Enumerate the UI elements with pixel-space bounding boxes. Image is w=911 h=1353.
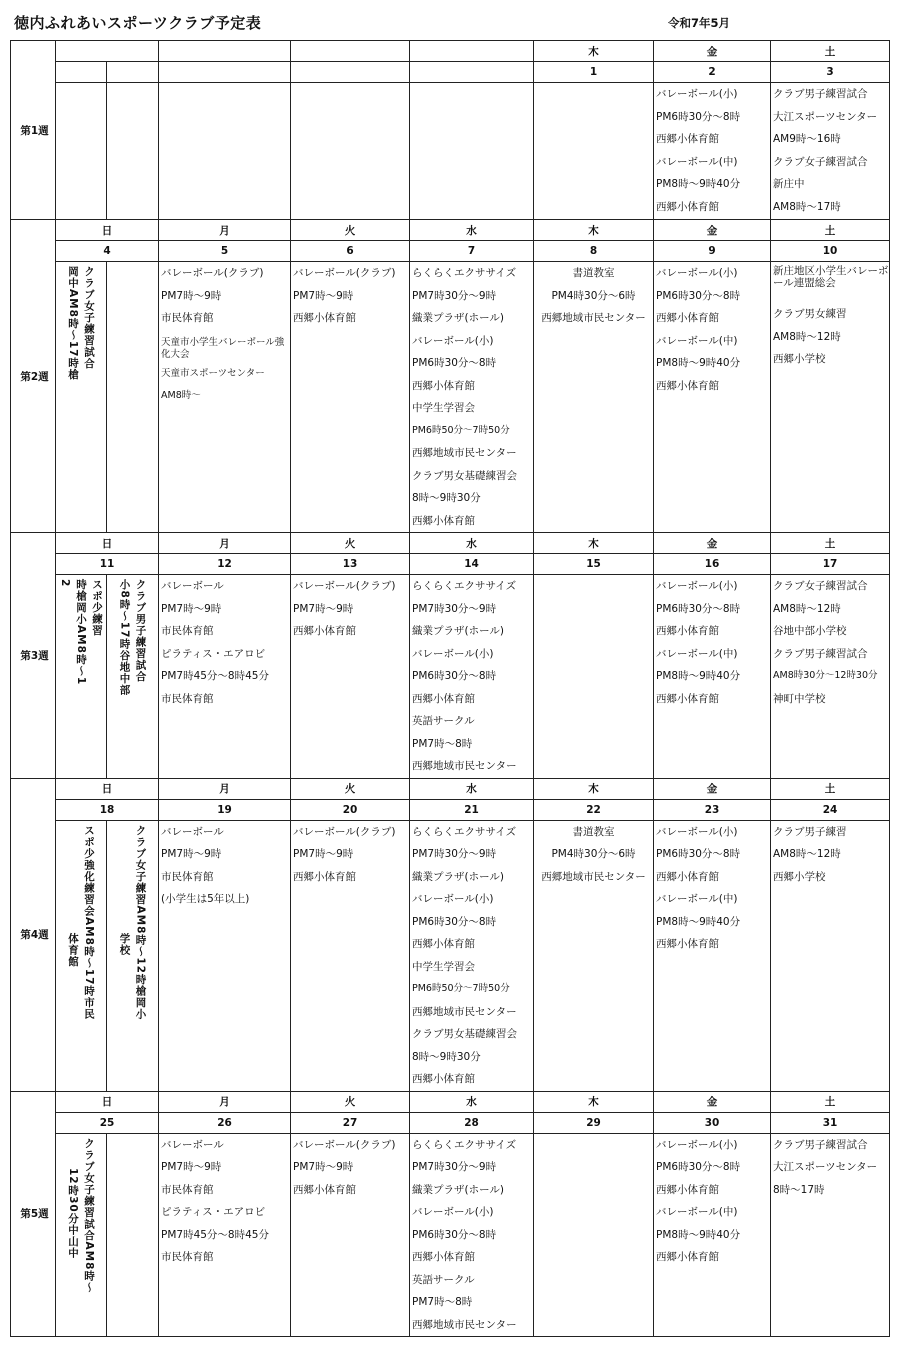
date-cell: 5 [159,241,291,262]
event-line: AM8時～ [161,390,201,401]
event-line: バレーボール(小) [412,334,494,347]
event-line: 8時～9時30分 [412,492,481,504]
vertical-text-col: クラブ女子練習試合 [83,266,95,370]
date-cell: 19 [159,799,291,820]
day-header: 土 [771,41,890,62]
date-cell: 8 [534,241,654,262]
event-line: 西郷地域市民センター [412,1005,517,1018]
tuesday-cell [291,575,410,779]
event-line: AM8時30分～12時30分 [773,670,878,681]
event-line: 西郷小体育館 [412,379,475,392]
sunday-cell-a [56,83,107,220]
day-header: 金 [654,533,771,554]
week5-label: 第5週 [11,1091,56,1337]
event-line: バレーボール(小) [412,1206,494,1218]
week1-content-row [11,83,890,220]
monday-cell [159,575,291,779]
event-line: 西郷地域市民センター [541,870,646,883]
date-cell: 7 [410,241,534,262]
event-line: PM6時50分～7時50分 [412,424,510,436]
week2-label: 第2週 [11,220,56,533]
saturday-cell [771,1133,890,1337]
event-line: クラブ男女基礎練習会 [412,469,517,482]
day-header: 月 [159,220,291,241]
monday-cell [159,1133,291,1337]
event-line: AM8時～12時 [773,848,841,860]
event-line: PM6時30分～8時 [656,289,741,302]
event-line: らくらくエクササイズ [412,267,517,279]
vertical-text-col: 12時30分中山中 [67,1167,79,1259]
saturday-cell [771,575,890,779]
event-line: 8時～17時 [773,1183,825,1196]
tuesday-cell [291,262,410,533]
event-line: クラブ男女練習 [773,308,847,320]
event-line: 西郷小体育館 [656,133,719,145]
date-cell: 16 [654,554,771,575]
sunday-cell-a [56,1133,107,1337]
saturday-cell [771,262,890,533]
day-header [159,41,291,62]
event-line: PM7時～9時 [161,848,222,860]
event-line: 市民体育館 [161,1183,214,1196]
event-line: バレーボール [161,825,224,838]
event-line: PM7時45分～8時45分 [161,670,269,682]
event-line: 市民体育館 [161,625,214,637]
date-cell [107,62,159,83]
event-line: バレーボール [161,1138,224,1151]
event-line: PM8時～9時40分 [656,915,741,928]
event-line: バレーボール(小) [656,267,738,279]
event-line: 英語サークル [412,1273,475,1286]
event-line: バレーボール(中) [656,155,738,168]
day-header: 水 [410,1091,534,1112]
friday-cell [654,575,771,779]
event-line: AM9時～16時 [773,133,841,145]
day-header: 月 [159,778,291,799]
week1-day-row [11,41,890,62]
event-line: 西郷小体育館 [412,938,475,950]
day-header: 日 [56,533,159,554]
friday-cell [654,262,771,533]
date-cell: 18 [56,799,159,820]
event-line: PM7時～8時 [412,1296,473,1308]
day-header: 火 [291,778,410,799]
event-line: クラブ女子練習試合 [773,155,868,168]
date-cell: 28 [410,1112,534,1133]
event-line: AM8時～12時 [773,602,841,615]
event-line: 織業プラザ(ホール) [412,1183,504,1196]
event-line: 西郷小体育館 [412,1073,475,1085]
day-header: 木 [534,778,654,799]
date-cell: 15 [534,554,654,575]
event-line: PM8時～9時40分 [656,1228,741,1241]
date-cell: 24 [771,799,890,820]
event-line: PM7時～9時 [293,1161,354,1173]
monday-cell [159,820,291,1091]
event-line: 西郷小学校 [773,870,826,883]
event-line: 西郷地域市民センター [412,1318,517,1331]
event-line: PM7時～8時 [412,737,473,750]
day-header [56,41,159,62]
event-line: PM6時30分～8時 [412,357,497,369]
vertical-text [56,575,106,685]
date-cell: 6 [291,241,410,262]
wednesday-cell [410,262,534,533]
date-cell: 4 [56,241,159,262]
date-cell: 30 [654,1112,771,1133]
sunday-cell-a [56,262,107,533]
event-line: 西郷小体育館 [412,514,475,527]
sunday-cell-a [56,820,107,1091]
day-header: 金 [654,1091,771,1112]
vertical-text [56,821,106,1020]
date-cell: 9 [654,241,771,262]
event-line: 西郷小体育館 [656,870,719,883]
event-line: 西郷小体育館 [656,312,719,324]
day-header: 木 [534,1091,654,1112]
event-line: 西郷小体育館 [412,1251,475,1263]
week3-date-row [11,554,890,575]
day-header: 土 [771,533,890,554]
event-line: 書道教室 [572,825,615,838]
event-line: 市民体育館 [161,312,214,324]
event-line: 西郷地域市民センター [412,760,517,772]
tuesday-cell [291,820,410,1091]
vertical-text-col: スポ少練習 [91,579,103,637]
event-line: PM7時30分～9時 [412,848,497,860]
week5-date-row [11,1112,890,1133]
date-cell: 23 [654,799,771,820]
date-cell: 29 [534,1112,654,1133]
event-line: (小学生は5年以上) [161,893,250,905]
week2-date-row [11,241,890,262]
event-line: バレーボール(クラブ) [161,267,264,279]
event-line: 織業プラザ(ホール) [412,870,504,883]
event-line: バレーボール(小) [656,825,738,838]
sunday-cell-a [56,575,107,779]
event-line: バレーボール(クラブ) [293,1138,396,1151]
friday-cell [654,820,771,1091]
date-cell [159,62,291,83]
event-line: PM7時30分～9時 [412,1161,497,1173]
date-cell: 21 [410,799,534,820]
day-header: 火 [291,220,410,241]
event-line: 西郷小体育館 [293,625,356,637]
day-header: 日 [56,220,159,241]
event-line: バレーボール(中) [656,1206,738,1218]
vertical-text-col: クラブ女子練習AM8時～12時槍岡小 [134,824,147,1020]
event-line: PM7時～9時 [161,1161,222,1173]
day-header: 水 [410,778,534,799]
event-line: PM7時～9時 [161,289,222,302]
week3-day-row [11,533,890,554]
event-line: らくらくエクササイズ [412,825,517,838]
vertical-text [56,262,106,381]
day-header: 土 [771,778,890,799]
event-line: クラブ男女基礎練習会 [412,1028,517,1040]
event-line: 中学生学習会 [412,402,475,414]
event-line: 西郷小体育館 [293,312,356,324]
event-line: PM6時30分～8時 [412,915,497,928]
event-line: バレーボール(クラブ) [293,825,396,838]
sunday-cell-b [107,575,159,779]
event-line: PM6時30分～8時 [412,670,497,682]
day-header: 火 [291,533,410,554]
event-line: 天童市スポーツセンター [161,367,265,379]
event-line: PM8時～9時40分 [656,670,741,682]
event-line: 西郷小体育館 [656,379,719,392]
event-line: 西郷小体育館 [293,1183,356,1196]
event-line: バレーボール(小) [412,647,494,660]
wednesday-cell [410,1133,534,1337]
event-line: PM6時50分～7時50分 [412,983,510,994]
day-header: 月 [159,533,291,554]
week5-content-row [11,1133,890,1337]
date-cell: 10 [771,241,890,262]
vertical-text-col: 2 [59,579,71,588]
event-line: クラブ男子練習 [773,825,847,838]
week2-day-row [11,220,890,241]
event-line: PM6時30分～8時 [656,848,741,860]
date-cell: 11 [56,554,159,575]
event-line: PM8時～9時40分 [656,178,741,190]
day-header: 木 [534,220,654,241]
event-line: らくらくエクササイズ [412,1138,517,1151]
event-line: 西郷小体育館 [656,200,719,213]
event-line: PM7時～9時 [293,848,354,860]
thursday-cell [534,820,654,1091]
event-line: 織業プラザ(ホール) [412,625,504,637]
day-header: 月 [159,1091,291,1112]
tuesday-cell [291,83,410,220]
thursday-cell [534,262,654,533]
sunday-cell-b [107,83,159,220]
date-cell: 3 [771,62,890,83]
event-line: クラブ男子練習試合 [773,647,868,660]
vertical-text [107,821,158,1020]
event-line: クラブ男子練習試合 [773,88,868,100]
date-cell [56,62,107,83]
sunday-cell-b [107,820,159,1091]
sunday-cell-b [107,262,159,533]
event-line: 西郷地域市民センター [541,312,646,324]
event-line: 西郷小体育館 [656,1251,719,1263]
day-header: 金 [654,41,771,62]
day-header: 水 [410,533,534,554]
date-cell: 26 [159,1112,291,1133]
event-line: バレーボール(中) [656,893,738,905]
date-cell: 25 [56,1112,159,1133]
day-header: 金 [654,778,771,799]
day-header [291,41,410,62]
date-cell: 14 [410,554,534,575]
event-line: バレーボール(中) [656,334,738,347]
vertical-text-col: 体育館 [67,932,79,967]
event-line: ピラティス・エアロビ [161,647,266,660]
day-header: 金 [654,220,771,241]
event-line: 西郷小体育館 [412,692,475,705]
week4-day-row [11,778,890,799]
event-line: 中学生学習会 [412,960,475,973]
date-cell [291,62,410,83]
thursday-cell [534,1133,654,1337]
date-cell: 17 [771,554,890,575]
vertical-text-col: 学校 [118,932,131,956]
date-cell: 22 [534,799,654,820]
event-line: クラブ男子練習試合 [773,1138,868,1151]
vertical-text [107,575,158,696]
day-header: 土 [771,220,890,241]
event-line: 大江スポーツセンター [773,110,878,123]
event-line: 西郷小体育館 [656,938,719,950]
event-line: 織業プラザ(ホール) [412,312,504,324]
event-line: PM6時30分～8時 [656,1161,741,1173]
vertical-text [56,1134,106,1293]
event-line: ピラティス・エアロビ [161,1206,266,1218]
event-line: PM4時30分～6時 [551,289,636,302]
wednesday-cell [410,575,534,779]
event-line: 天童市小学生バレーボール強化大会 [161,336,285,360]
event-line: PM8時～9時40分 [656,357,741,369]
week1-label: 第1週 [11,41,56,220]
date-cell: 2 [654,62,771,83]
saturday-cell [771,820,890,1091]
event-line: クラブ女子練習試合 [773,580,868,592]
event-line: 西郷小学校 [773,353,826,365]
week2-content-row [11,262,890,533]
day-header: 木 [534,41,654,62]
event-line: 西郷小体育館 [656,625,719,637]
event-line: 谷地中部小学校 [773,625,847,637]
page-title: 徳内ふれあいスポーツクラブ予定表 [14,14,262,32]
event-line: 西郷小体育館 [293,870,356,883]
vertical-text-col: クラブ男子練習試合 [134,579,147,683]
event-line: AM8時～17時 [773,200,841,213]
week1-date-row [11,62,890,83]
wednesday-cell [410,820,534,1091]
day-header: 火 [291,1091,410,1112]
day-header: 木 [534,533,654,554]
event-line: PM7時～9時 [293,602,354,615]
event-line: 市民体育館 [161,1251,214,1263]
event-line: バレーボール(小) [656,1138,738,1151]
friday-cell [654,83,771,220]
event-line: PM7時～9時 [293,289,354,302]
vertical-text-col: 小8時～17時谷地中部 [118,579,131,696]
day-header: 土 [771,1091,890,1112]
event-line: PM7時30分～9時 [412,602,497,615]
event-line: PM7時30分～9時 [412,289,497,302]
event-line: 西郷地域市民センター [412,447,517,459]
date-cell: 27 [291,1112,410,1133]
event-line: 書道教室 [572,267,615,279]
event-line: 新庄地区小学生バレーボール連盟総会 [773,265,889,289]
event-line: らくらくエクササイズ [412,580,517,592]
vertical-text-col: スポ少強化練習会AM8時～17時市民 [83,824,95,1020]
vertical-text-col: クラブ女子練習試合AM8時～ [83,1137,95,1293]
event-line: 大江スポーツセンター [773,1161,878,1173]
thursday-cell [534,575,654,779]
monday-cell [159,83,291,220]
event-line: 8時～9時30分 [412,1050,481,1063]
event-line: PM4時30分～6時 [551,848,636,860]
date-cell: 1 [534,62,654,83]
schedule-date: 令和7年5月 [668,16,731,30]
friday-cell [654,1133,771,1337]
date-cell: 31 [771,1112,890,1133]
event-line: バレーボール(小) [412,893,494,905]
event-line: 西郷小体育館 [656,1183,719,1196]
event-line: バレーボール(中) [656,647,738,660]
event-line: バレーボール(小) [656,88,738,100]
sunday-cell-b [107,1133,159,1337]
monday-cell [159,262,291,533]
week3-label: 第3週 [11,533,56,779]
event-line: バレーボール(クラブ) [293,580,396,592]
week5-day-row [11,1091,890,1112]
event-line: 西郷小体育館 [656,692,719,705]
week4-date-row [11,799,890,820]
vertical-text-col: 時槍岡小AM8時～1 [75,579,87,686]
week3-content-row [11,575,890,779]
date-cell [410,62,534,83]
event-line: PM7時～9時 [161,602,222,615]
date-cell: 20 [291,799,410,820]
week4-label: 第4週 [11,778,56,1091]
event-line: バレーボール [161,580,224,592]
thursday-cell [534,83,654,220]
event-line: AM8時～12時 [773,330,841,343]
week4-content-row [11,820,890,1091]
event-line: PM7時45分～8時45分 [161,1228,269,1241]
wednesday-cell [410,83,534,220]
event-line: 市民体育館 [161,692,214,705]
tuesday-cell [291,1133,410,1337]
day-header: 日 [56,778,159,799]
day-header: 水 [410,220,534,241]
event-line: 市民体育館 [161,870,214,883]
date-cell: 13 [291,554,410,575]
saturday-cell [771,83,890,220]
day-header [410,41,534,62]
event-line: PM6時30分～8時 [412,1228,497,1241]
event-line: 英語サークル [412,715,475,727]
event-line: 新庄中 [773,178,805,190]
date-cell: 12 [159,554,291,575]
event-line: PM6時30分～8時 [656,110,741,123]
event-line: バレーボール(小) [656,580,738,592]
event-line: 神町中学校 [773,692,826,705]
schedule-table [10,40,890,1337]
event-line: PM6時30分～8時 [656,602,741,615]
day-header: 日 [56,1091,159,1112]
vertical-text-col: 岡中AM8時～17時槍 [67,266,79,381]
event-line: バレーボール(クラブ) [293,267,396,279]
